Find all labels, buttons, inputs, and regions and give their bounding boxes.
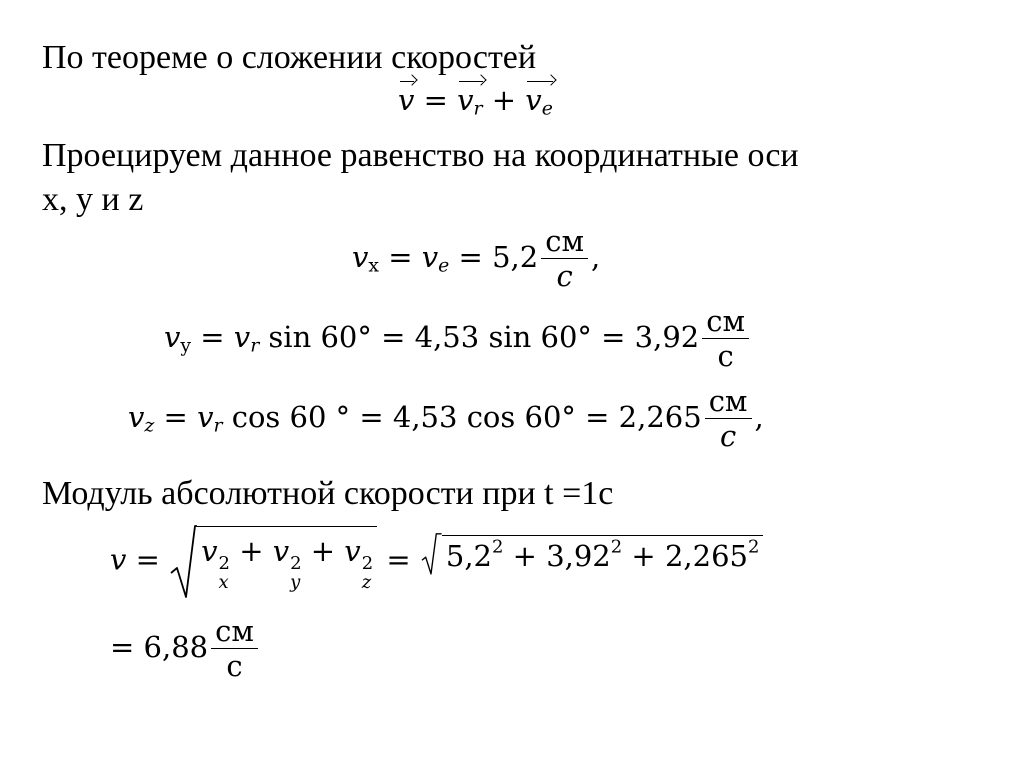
equals-sign: =	[200, 319, 225, 354]
equals-sign: =	[585, 399, 610, 434]
unit-numerator: см	[706, 304, 746, 338]
exponent: 2	[747, 536, 760, 558]
equation-vy	[164, 306, 752, 372]
subscript-r: r	[473, 98, 483, 120]
equation-vx	[352, 226, 600, 292]
unit-numerator: см	[215, 614, 254, 648]
subscript-r: r	[213, 415, 223, 437]
subscript-r: r	[250, 335, 260, 357]
vy-value: 3,92	[634, 319, 700, 354]
unit-fraction	[211, 616, 258, 682]
plus-sign: +	[491, 83, 517, 117]
subscript-z: z	[144, 415, 155, 437]
subscript-e: e	[438, 255, 450, 277]
unit-numerator: см	[708, 384, 748, 418]
plus-sign: +	[310, 534, 336, 568]
angle-value: 60°	[540, 319, 592, 354]
subscript-y: y	[290, 571, 301, 593]
vr-value: 4,53	[392, 399, 458, 434]
symbol-v: v	[201, 534, 218, 568]
subscript-x: x	[218, 571, 229, 593]
vector-vr: v	[457, 83, 474, 117]
vr-value: 4,53	[414, 319, 480, 354]
radical-sign-icon	[420, 533, 442, 589]
result-value: 6,88	[143, 629, 209, 664]
unit-denominator: с	[211, 648, 258, 681]
sin-function: sin	[488, 319, 532, 354]
unit-fraction	[541, 226, 588, 292]
exponent: 2	[218, 553, 230, 575]
comma: ,	[754, 399, 764, 434]
unit-fraction	[705, 386, 752, 452]
equals-sign: =	[163, 399, 188, 434]
exponent: 2	[361, 553, 374, 575]
plus-sign: +	[239, 534, 264, 568]
equation-velocity-sum	[398, 83, 553, 120]
equation-modulus	[110, 524, 763, 599]
theorem-text: По теореме о сложении скоростей	[42, 39, 537, 76]
modulus-text: Модуль абсолютной скорости при t =1c	[42, 475, 614, 512]
equals-sign: =	[601, 319, 626, 354]
component-b: 3,92	[546, 539, 611, 574]
vz-value: 2,265	[618, 399, 702, 434]
comma: ,	[591, 239, 601, 274]
unit-numerator: см	[545, 224, 585, 258]
angle-value: 60°	[320, 319, 372, 354]
axes-text: x, y и z	[42, 181, 144, 218]
equals-sign: =	[381, 319, 406, 354]
component-c: 2,265	[664, 539, 748, 574]
exponent: 2	[492, 536, 504, 558]
symbol-v: v	[233, 319, 251, 354]
cos-function: cos	[466, 399, 516, 434]
symbol-v: v	[344, 534, 361, 568]
equals-sign: =	[135, 542, 160, 577]
unit-denominator: с	[702, 338, 749, 371]
subscript-x: x	[368, 255, 380, 277]
plus-sign: +	[512, 539, 537, 574]
symbol-v: v	[352, 239, 369, 274]
equals-sign: =	[359, 399, 384, 434]
equals-sign: =	[388, 239, 413, 274]
equals-sign: =	[423, 83, 448, 117]
equals-sign: =	[458, 239, 483, 274]
angle-value: 60 °	[289, 399, 351, 434]
equals-sign: =	[386, 542, 411, 577]
exponent: 2	[290, 553, 302, 575]
square-root	[169, 524, 377, 599]
unit-denominator: c	[705, 418, 752, 451]
symbol-v: v	[421, 239, 439, 274]
angle-value: 60°	[524, 399, 576, 434]
sin-function: sin	[268, 319, 312, 354]
equation-vz	[128, 386, 764, 452]
plus-sign: +	[631, 539, 656, 574]
radical-sign-icon	[169, 525, 197, 599]
subscript-y: y	[180, 335, 192, 357]
unit-denominator: c	[541, 258, 588, 291]
vector-ve: v	[525, 83, 542, 117]
subscript-z: z	[361, 571, 372, 593]
equals-sign: =	[110, 629, 135, 664]
projection-text: Проецируем данное равенство на координатные оси	[42, 137, 799, 174]
symbol-v: v	[164, 319, 181, 354]
square-root-numeric	[420, 533, 764, 589]
component-a: 5,2	[445, 539, 492, 574]
symbol-v: v	[272, 534, 290, 568]
unit-fraction	[702, 306, 749, 372]
symbol-v: v	[110, 542, 127, 577]
symbol-v: v	[197, 399, 214, 434]
vector-v: v	[398, 83, 415, 117]
equation-result	[110, 616, 261, 682]
vx-value: 5,2	[492, 239, 539, 274]
subscript-e: e	[541, 98, 553, 120]
exponent: 2	[610, 536, 623, 558]
symbol-v: v	[128, 399, 145, 434]
cos-function: cos	[231, 399, 281, 434]
